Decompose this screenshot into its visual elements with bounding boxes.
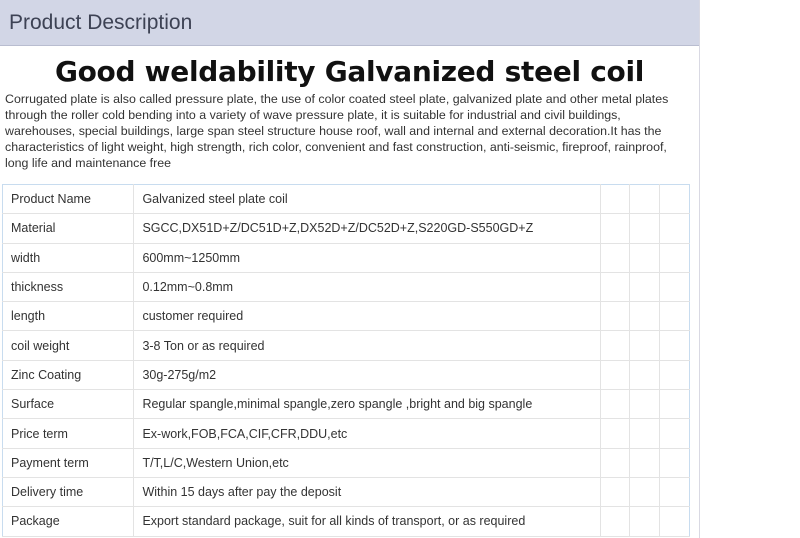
spec-value-cell: 3-8 Ton or as required [134, 331, 600, 360]
empty-cell [630, 185, 660, 214]
table-row [3, 419, 690, 448]
empty-cell [600, 185, 630, 214]
spec-name-cell: Zinc Coating [3, 360, 134, 389]
spec-value-cell: Ex-work,FOB,FCA,CIF,CFR,DDU,etc [134, 419, 600, 448]
empty-cell [630, 419, 660, 448]
empty-cell [660, 448, 690, 477]
product-intro-text: Corrugated plate is also called pressure plate, the use of color coated steel plate, galvanized plate and other metal plates through the roller cold bending into a variety of wave pressure plate, it is suitable for industrial and civil buildings, warehouses, special buildings, large span steel structure house roof, wall and internal and external decoration.It has the characteristics of light weight, high strength, rich color, convenient and fast construction, anti-seismic, fireproof, rainproof, long life and maintenance free [5, 92, 669, 170]
empty-cell [630, 331, 660, 360]
spec-value-cell: T/T,L/C,Western Union,etc [134, 448, 600, 477]
empty-cell [660, 272, 690, 301]
product-title: Good weldability Galvanized steel coil [54, 55, 645, 88]
empty-cell [660, 360, 690, 389]
empty-cell [630, 360, 660, 389]
empty-cell [600, 360, 630, 389]
table-row [3, 302, 690, 331]
empty-cell [660, 507, 690, 536]
empty-cell [600, 214, 630, 243]
empty-cell [660, 185, 690, 214]
table-row [3, 360, 690, 389]
empty-cell [630, 214, 660, 243]
table-row [3, 477, 690, 506]
empty-cell [660, 390, 690, 419]
empty-cell [630, 272, 660, 301]
empty-cell [630, 507, 660, 536]
spec-name-cell: Price term [3, 419, 134, 448]
empty-cell [630, 390, 660, 419]
spec-name-cell: width [3, 243, 134, 272]
table-row [3, 448, 690, 477]
empty-cell [630, 302, 660, 331]
empty-cell [660, 302, 690, 331]
spec-value-cell: Galvanized steel plate coil [134, 185, 600, 214]
table-row [3, 272, 690, 301]
empty-cell [660, 214, 690, 243]
empty-cell [630, 448, 660, 477]
spec-name-cell: Material [3, 214, 134, 243]
spec-value-cell: 30g-275g/m2 [134, 360, 600, 389]
spec-name-cell: coil weight [3, 331, 134, 360]
section-title: Product Description [9, 10, 193, 34]
spec-value-cell: customer required [134, 302, 600, 331]
spec-name-cell: Delivery time [3, 477, 134, 506]
table-row [3, 185, 690, 214]
empty-cell [600, 331, 630, 360]
spec-value-cell: Export standard package, suit for all kinds of transport, or as required [134, 507, 600, 536]
empty-cell [660, 477, 690, 506]
spec-value-cell: 600mm~1250mm [134, 243, 600, 272]
spec-name-cell: Package [3, 507, 134, 536]
spec-table [2, 184, 690, 537]
empty-cell [600, 302, 630, 331]
spec-name-cell: Product Name [3, 185, 134, 214]
spec-name-cell: Surface [3, 390, 134, 419]
empty-cell [600, 243, 630, 272]
empty-cell [660, 331, 690, 360]
empty-cell [660, 243, 690, 272]
empty-cell [600, 419, 630, 448]
spec-name-cell: thickness [3, 272, 134, 301]
empty-cell [600, 272, 630, 301]
spec-value-cell: SGCC,DX51D+Z/DC51D+Z,DX52D+Z/DC52D+Z,S220GD-S550GD+Z [134, 214, 600, 243]
table-row [3, 214, 690, 243]
table-row [3, 390, 690, 419]
table-row [3, 507, 690, 536]
empty-cell [600, 477, 630, 506]
empty-cell [630, 243, 660, 272]
table-row [3, 331, 690, 360]
table-row [3, 243, 690, 272]
spec-name-cell: length [3, 302, 134, 331]
empty-cell [600, 390, 630, 419]
empty-cell [600, 507, 630, 536]
section-header [0, 0, 699, 46]
spec-value-cell: 0.12mm~0.8mm [134, 272, 600, 301]
empty-cell [660, 419, 690, 448]
spec-value-cell: Within 15 days after pay the deposit [134, 477, 600, 506]
empty-cell [600, 448, 630, 477]
empty-cell [630, 477, 660, 506]
spec-name-cell: Payment term [3, 448, 134, 477]
spec-table-body [3, 185, 690, 537]
spec-value-cell: Regular spangle,minimal spangle,zero spangle ,bright and big spangle [134, 390, 600, 419]
